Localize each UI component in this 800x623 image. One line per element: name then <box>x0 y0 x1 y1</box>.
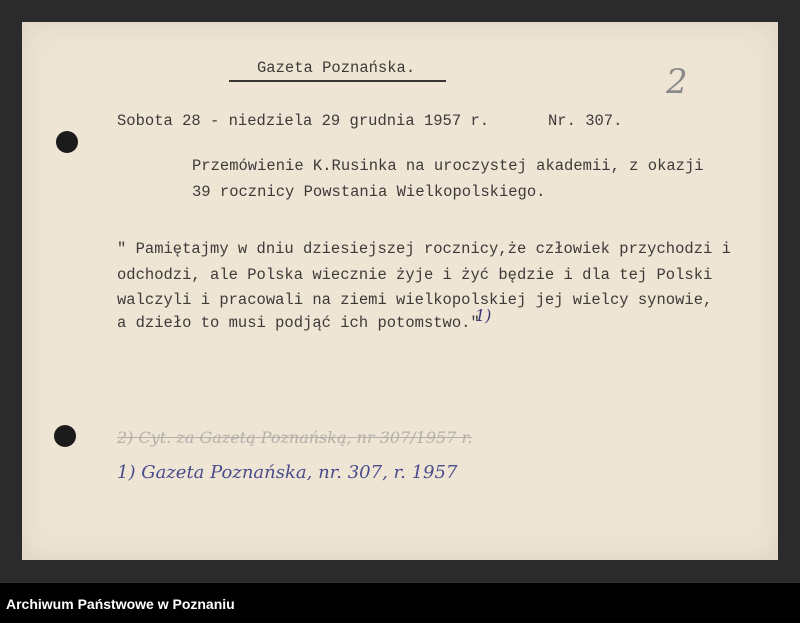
punch-hole <box>54 425 76 447</box>
newspaper-title: Gazeta Poznańska. <box>257 59 416 77</box>
page-number: 2 <box>666 62 688 102</box>
quote-line: " Pamiętajmy w dniu dziesiejszej rocznicy,że człowiek przychodzi i <box>117 240 731 258</box>
date-line: Sobota 28 - niedziela 29 grudnia 1957 r. <box>117 112 490 130</box>
footnote-marker: 1) <box>475 306 492 325</box>
title-underline <box>229 80 446 82</box>
quote-line: walczyli i pracowali na ziemi wielkopolskiej jej wielcy synowie, <box>117 291 713 309</box>
issue-number: Nr. 307. <box>548 112 623 130</box>
quote-line: a dzieło to musi podjąć ich potomstwo." <box>117 314 480 332</box>
archive-name: Archiwum Państwowe w Poznaniu <box>6 596 235 612</box>
archive-footer <box>0 583 800 623</box>
handwritten-footnote: 1) Gazeta Poznańska, nr. 307, r. 1957 <box>117 462 458 483</box>
crossed-out-footnote: 2) Cyt. za Gazetą Poznańską, nr 307/1957 r. <box>117 428 473 447</box>
subject-line: 39 rocznicy Powstania Wielkopolskiego. <box>192 183 546 201</box>
subject-line: Przemówienie K.Rusinka na uroczystej akademii, z okazji <box>192 157 704 175</box>
punch-hole <box>56 131 78 153</box>
quote-line: odchodzi, ale Polska wiecznie żyje i żyć będzie i dla tej Polski <box>117 266 713 284</box>
